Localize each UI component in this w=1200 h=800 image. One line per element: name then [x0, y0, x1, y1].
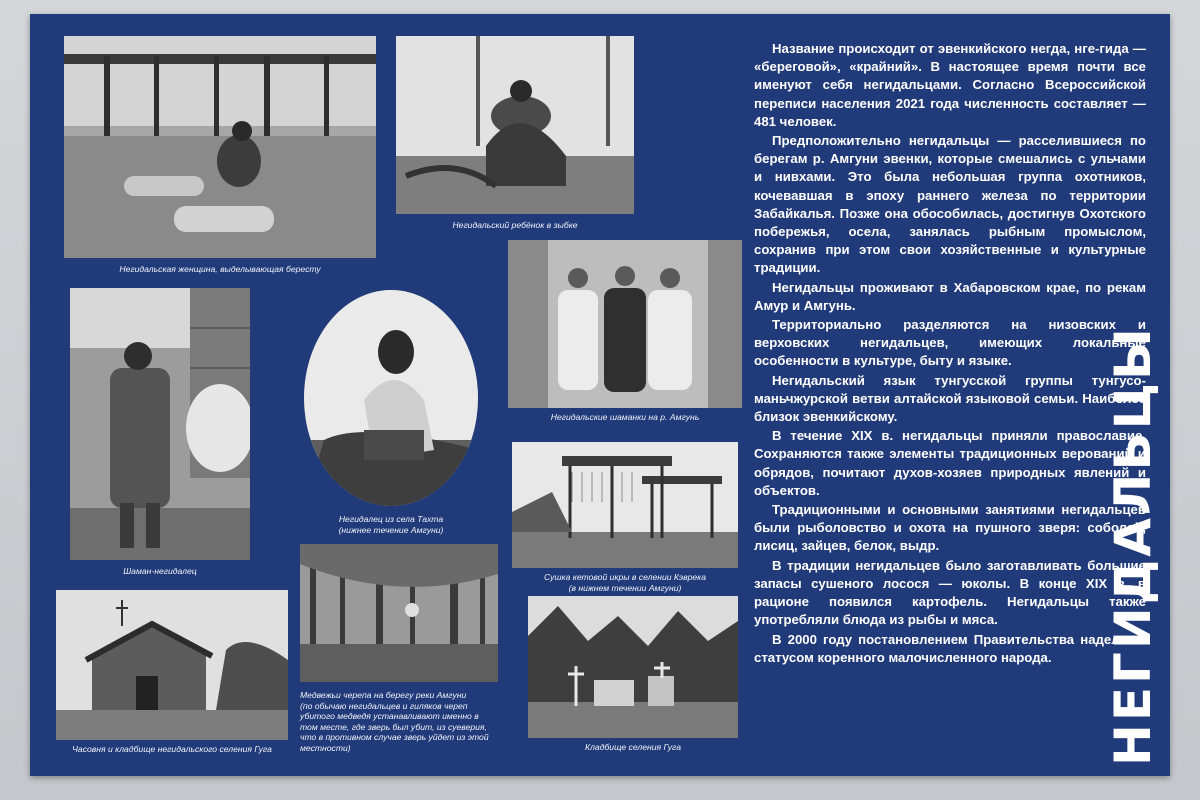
description-text: [754, 40, 1146, 668]
vertical-title: НЕГИДАЛЬЦЫ: [1104, 325, 1162, 766]
paragraph-origin-history: Предположительно негидальцы — расселившиеся по берегам р. Амгуни эвенки, которые смешались с ульчами и нивхами. Это была небольшая группа охотников, кочевавшая в эпоху раннего железа по территории Забайкалья. Позже она обособилась, достигнув Охотского побережья, осела, занялась рыбным промыслом, сохранив при этом свои хозяйственные и культурные традиции.: [754, 133, 1146, 276]
photo-takhta: [304, 290, 478, 506]
caption-takhta: Негидалец из села Тахта (нижнее течение Амгуни): [338, 514, 444, 535]
paragraph-name-origin: Название происходит от эвенкийского негда, нге-гида — «береговой», «крайний». В настоящее время почти все именуют себя негидальцами. Согласно Всероссийской переписи населения 2021 года численность составляет — 481 человек.: [754, 41, 1146, 129]
caption-bear-skulls: Медвежьи черепа на берегу реки Амгуни (по обычаю негидальцев и гиляков череп убитого медведя устанавливают именно в том месте, где зверь был убит, из суеверия, что в противном случае зверь уйдет из этой местности): [300, 690, 489, 753]
photo-shamans: [508, 240, 742, 408]
caption-caviar: Сушка кетовой икры в селении Кэврека (в нижнем течении Амгуни): [544, 572, 706, 593]
caption-chapel: Часовня и кладбище негидальского селения Гуга: [72, 744, 272, 754]
paragraph-religion: В течение XIX в. негидальцы приняли православие. Сохраняются также элементы традиционных верований и обрядов, почитают духов-хозяев природных явлений и объектов.: [754, 428, 1146, 498]
photo-bear-skulls: [300, 544, 498, 682]
caption-shaman: Шаман-негидалец: [123, 566, 197, 576]
paragraph-food: В традиции негидальцев было заготавливать большие запасы сушеного лосося — юколы. В конце XIX в. в рационе появился картофель. Негидальцы также употребляли блюда из рыбы и мяса.: [754, 557, 1146, 628]
photo-chapel: [56, 590, 288, 740]
caption-woman-bark: Негидальская женщина, выделывающая бересту: [119, 264, 321, 274]
photo-caviar: [512, 442, 738, 568]
paragraph-status: В 2000 году постановлением Правительства наделены статусом коренного малочисленного народа.: [754, 631, 1146, 665]
paragraph-occupations: Традиционными и основными занятиями негидальцев были рыболовство и охота на пушного зверя: соболей, лисиц, зайцев, белок, выдр.: [754, 502, 1146, 554]
photo-woman-bark: [64, 36, 376, 258]
photo-child-cradle: [396, 36, 634, 214]
caption-shamans: Негидальские шаманки на р. Амгунь: [550, 412, 700, 422]
paragraph-groups: Территориально разделяются на низовских и верховских негидальцев, имеющих локальные особенности в культуре, быту и языке.: [754, 317, 1146, 369]
paragraph-language: Негидальский язык тунгусской группы тунгусо-маньчжурской ветви алтайской языковой семьи. Наиболее близок эвенкийскому.: [754, 372, 1146, 425]
photo-shaman: [70, 288, 250, 560]
caption-cemetery: Кладбище селения Гуга: [585, 742, 681, 752]
paragraph-residence: Негидальцы проживают в Хабаровском крае, по рекам Амур и Амгунь.: [754, 279, 1146, 313]
photo-cemetery: [528, 596, 738, 738]
caption-child-cradle: Негидальский ребёнок в зыбке: [452, 220, 578, 230]
